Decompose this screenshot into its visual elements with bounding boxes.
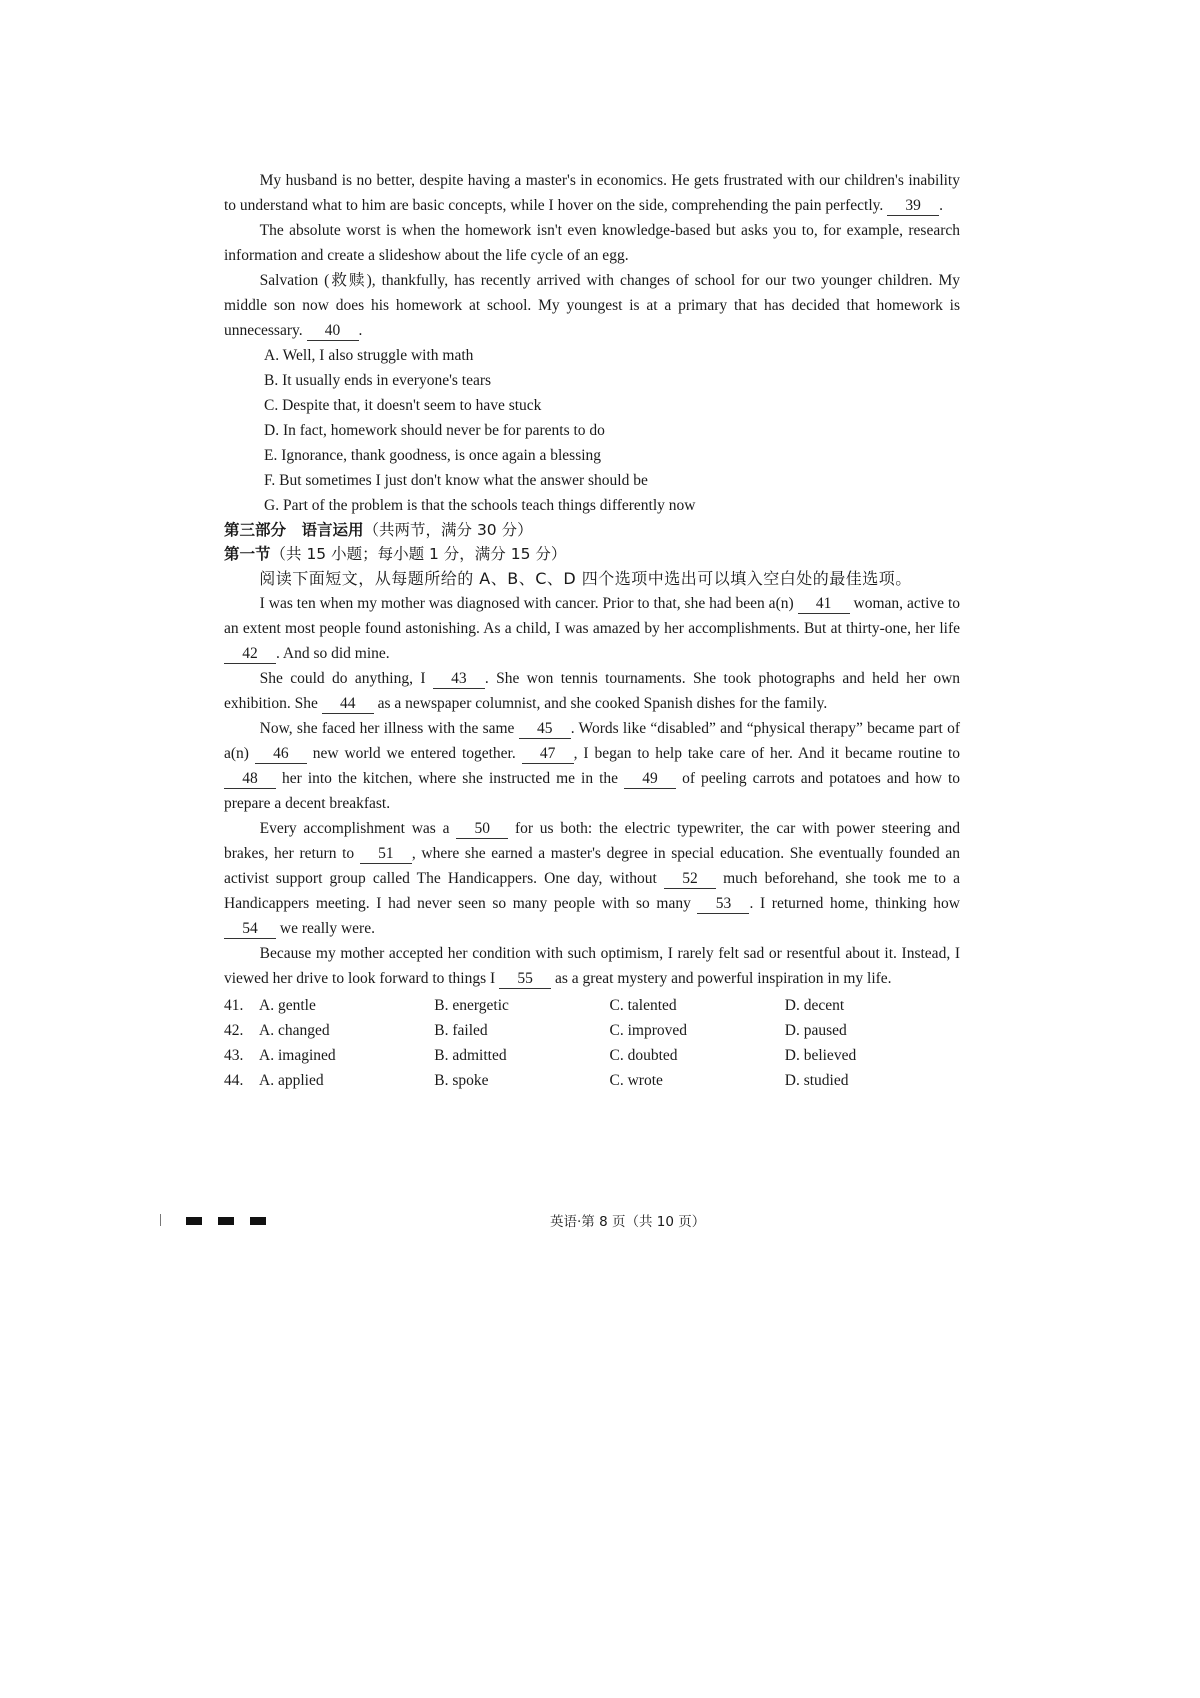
choice-b: B. admitted (434, 1047, 507, 1064)
question-row (224, 993, 960, 1018)
exam-page (224, 168, 960, 1093)
blank-48: 48 (224, 770, 276, 789)
cloze-text: She could do anything, I (259, 670, 426, 687)
option-item: F. But sometimes I just don't know what the answer should be (264, 472, 648, 489)
question-number: 43. (224, 1047, 244, 1064)
question-row (224, 1018, 960, 1043)
reading-paragraph (224, 168, 960, 218)
choice-d: D. believed (784, 1047, 857, 1064)
option-item: B. It usually ends in everyone's tears (264, 372, 492, 389)
cloze-text: her into the kitchen, where she instructed me in the (282, 770, 619, 787)
blank-51: 51 (360, 845, 412, 864)
question-number: 42. (224, 1022, 244, 1039)
blank-42: 42 (224, 645, 276, 664)
blank-50: 50 (456, 820, 508, 839)
cloze-text: as a newspaper columnist, and she cooked Spanish dishes for the family. (377, 695, 828, 712)
cloze-text: Because my mother accepted her condition with such optimism, I rarely felt sad or resentful about it. Instead, I viewed her drive to look forward to things I (224, 945, 960, 987)
subsection-title (224, 542, 960, 566)
cloze-paragraph (224, 666, 960, 716)
cloze-text: we really were. (279, 920, 375, 937)
cloze-text: . I returned home, thinking how (749, 895, 960, 912)
cloze-text: woman, active to an extent most people found astonishing. As a child, I was amazed by her accomplishments. But at thirty-one, her life (224, 595, 961, 637)
registration-mark (186, 1217, 202, 1225)
section-title-bold: 第三部分 语言运用 (224, 521, 364, 539)
choice-c: C. improved (609, 1022, 688, 1039)
question-number: 44. (224, 1072, 244, 1089)
cloze-text: , where she earned a master's degree in special education. She eventually founded an activist support group called The Handicappers. One day, without (224, 845, 961, 887)
cloze-text: much beforehand, she took me to a Handicappers meeting. I had never seen so many people with so many (224, 870, 961, 912)
blank-53: 53 (697, 895, 749, 914)
reading-paragraph (224, 268, 960, 343)
cloze-text: for us both: the electric typewriter, the car with power steering and brakes, her return to (224, 820, 961, 862)
blank-49: 49 (624, 770, 676, 789)
subsection-title-rest: （共 15 小题；每小题 1 分，满分 15 分） (270, 545, 567, 563)
blank-45: 45 (519, 720, 571, 739)
reading-paragraph: The absolute worst is when the homework isn't even knowledge-based but asks you to, for example, research information and create a slideshow about the life cycle of an egg. (224, 222, 960, 264)
page-number-label: 英语·第 8 页（共 10 页） (550, 1214, 706, 1230)
blank-47: 47 (522, 745, 574, 764)
blank-54: 54 (224, 920, 276, 939)
registration-mark (250, 1217, 266, 1225)
cloze-paragraph (224, 941, 960, 991)
cloze-text: of peeling carrots and potatoes and how to prepare a decent breakfast. (224, 770, 961, 812)
reading-text: My husband is no better, despite having a master's in economics. He gets frustrated with our children's inability to understand what to him are basic concepts, while I hover on the side, comprehending the pain perfectly. (224, 172, 960, 214)
blank-55: 55 (499, 970, 551, 989)
blank-39: 39 (887, 197, 939, 216)
question-number: 41. (224, 997, 244, 1014)
cloze-text: new world we entered together. (312, 745, 516, 762)
crop-mark (160, 1214, 161, 1226)
blank-46: 46 (255, 745, 307, 764)
cloze-text: Now, she faced her illness with the same (259, 720, 515, 737)
choice-b: B. spoke (434, 1072, 489, 1089)
option-item: D. In fact, homework should never be for parents to do (264, 422, 605, 439)
blank-44: 44 (322, 695, 374, 714)
cloze-text: . Words like “disabled” and “physical therapy” became part of a(n) (224, 720, 960, 762)
choice-a: A. applied (259, 1072, 324, 1089)
cloze-paragraph (224, 816, 960, 941)
blank-43: 43 (433, 670, 485, 689)
question-choices (224, 993, 960, 1093)
choice-c: C. doubted (609, 1047, 678, 1064)
reading-text: . (939, 197, 944, 214)
option-item: G. Part of the problem is that the schools teach things differently now (264, 497, 696, 514)
choice-b: B. failed (434, 1022, 488, 1039)
cloze-paragraph (224, 591, 960, 666)
choice-b: B. energetic (434, 997, 509, 1014)
page-footer (160, 1208, 980, 1234)
cloze-text: as a great mystery and powerful inspiration in my life. (554, 970, 892, 987)
section-title-rest: （共两节，满分 30 分） (363, 521, 533, 539)
choice-d: D. studied (784, 1072, 849, 1089)
blank-52: 52 (664, 870, 716, 889)
reading-text: Salvation (救赎), thankfully, has recently arrived with changes of school for our two younger children. My middle son now does his homework at school. My youngest is at a primary that has decided that homework is unnecessary. (224, 272, 960, 339)
answer-options-list (224, 343, 960, 518)
registration-mark (218, 1217, 234, 1225)
choice-a: A. changed (259, 1022, 330, 1039)
option-item: C. Despite that, it doesn't seem to have stuck (264, 397, 542, 414)
choice-a: A. gentle (259, 997, 316, 1014)
cloze-text: . And so did mine. (276, 645, 390, 662)
question-row (224, 1043, 960, 1068)
cloze-text: , I began to help take care of her. And it became routine to (573, 745, 961, 762)
choice-c: C. talented (609, 997, 677, 1014)
instruction-text: 阅读下面短文，从每题所给的 A、B、C、D 四个选项中选出可以填入空白处的最佳选项。 (259, 569, 912, 588)
choice-a: A. imagined (259, 1047, 336, 1064)
choice-c: C. wrote (609, 1072, 663, 1089)
subsection-title-bold: 第一节 (224, 545, 271, 563)
option-item: A. Well, I also struggle with math (264, 347, 474, 364)
blank-41: 41 (798, 595, 850, 614)
cloze-paragraph (224, 716, 960, 816)
cloze-text: I was ten when my mother was diagnosed with cancer. Prior to that, she had been a(n) (259, 595, 794, 612)
choice-d: D. paused (784, 1022, 847, 1039)
section-title (224, 518, 960, 542)
choice-d: D. decent (784, 997, 845, 1014)
reading-text: . (358, 322, 363, 339)
option-item: E. Ignorance, thank goodness, is once again a blessing (264, 447, 602, 464)
cloze-text: . She won tennis tournaments. She took photographs and held her own exhibition. She (224, 670, 961, 712)
blank-40: 40 (307, 322, 359, 341)
cloze-text: Every accomplishment was a (259, 820, 450, 837)
question-row (224, 1068, 960, 1093)
